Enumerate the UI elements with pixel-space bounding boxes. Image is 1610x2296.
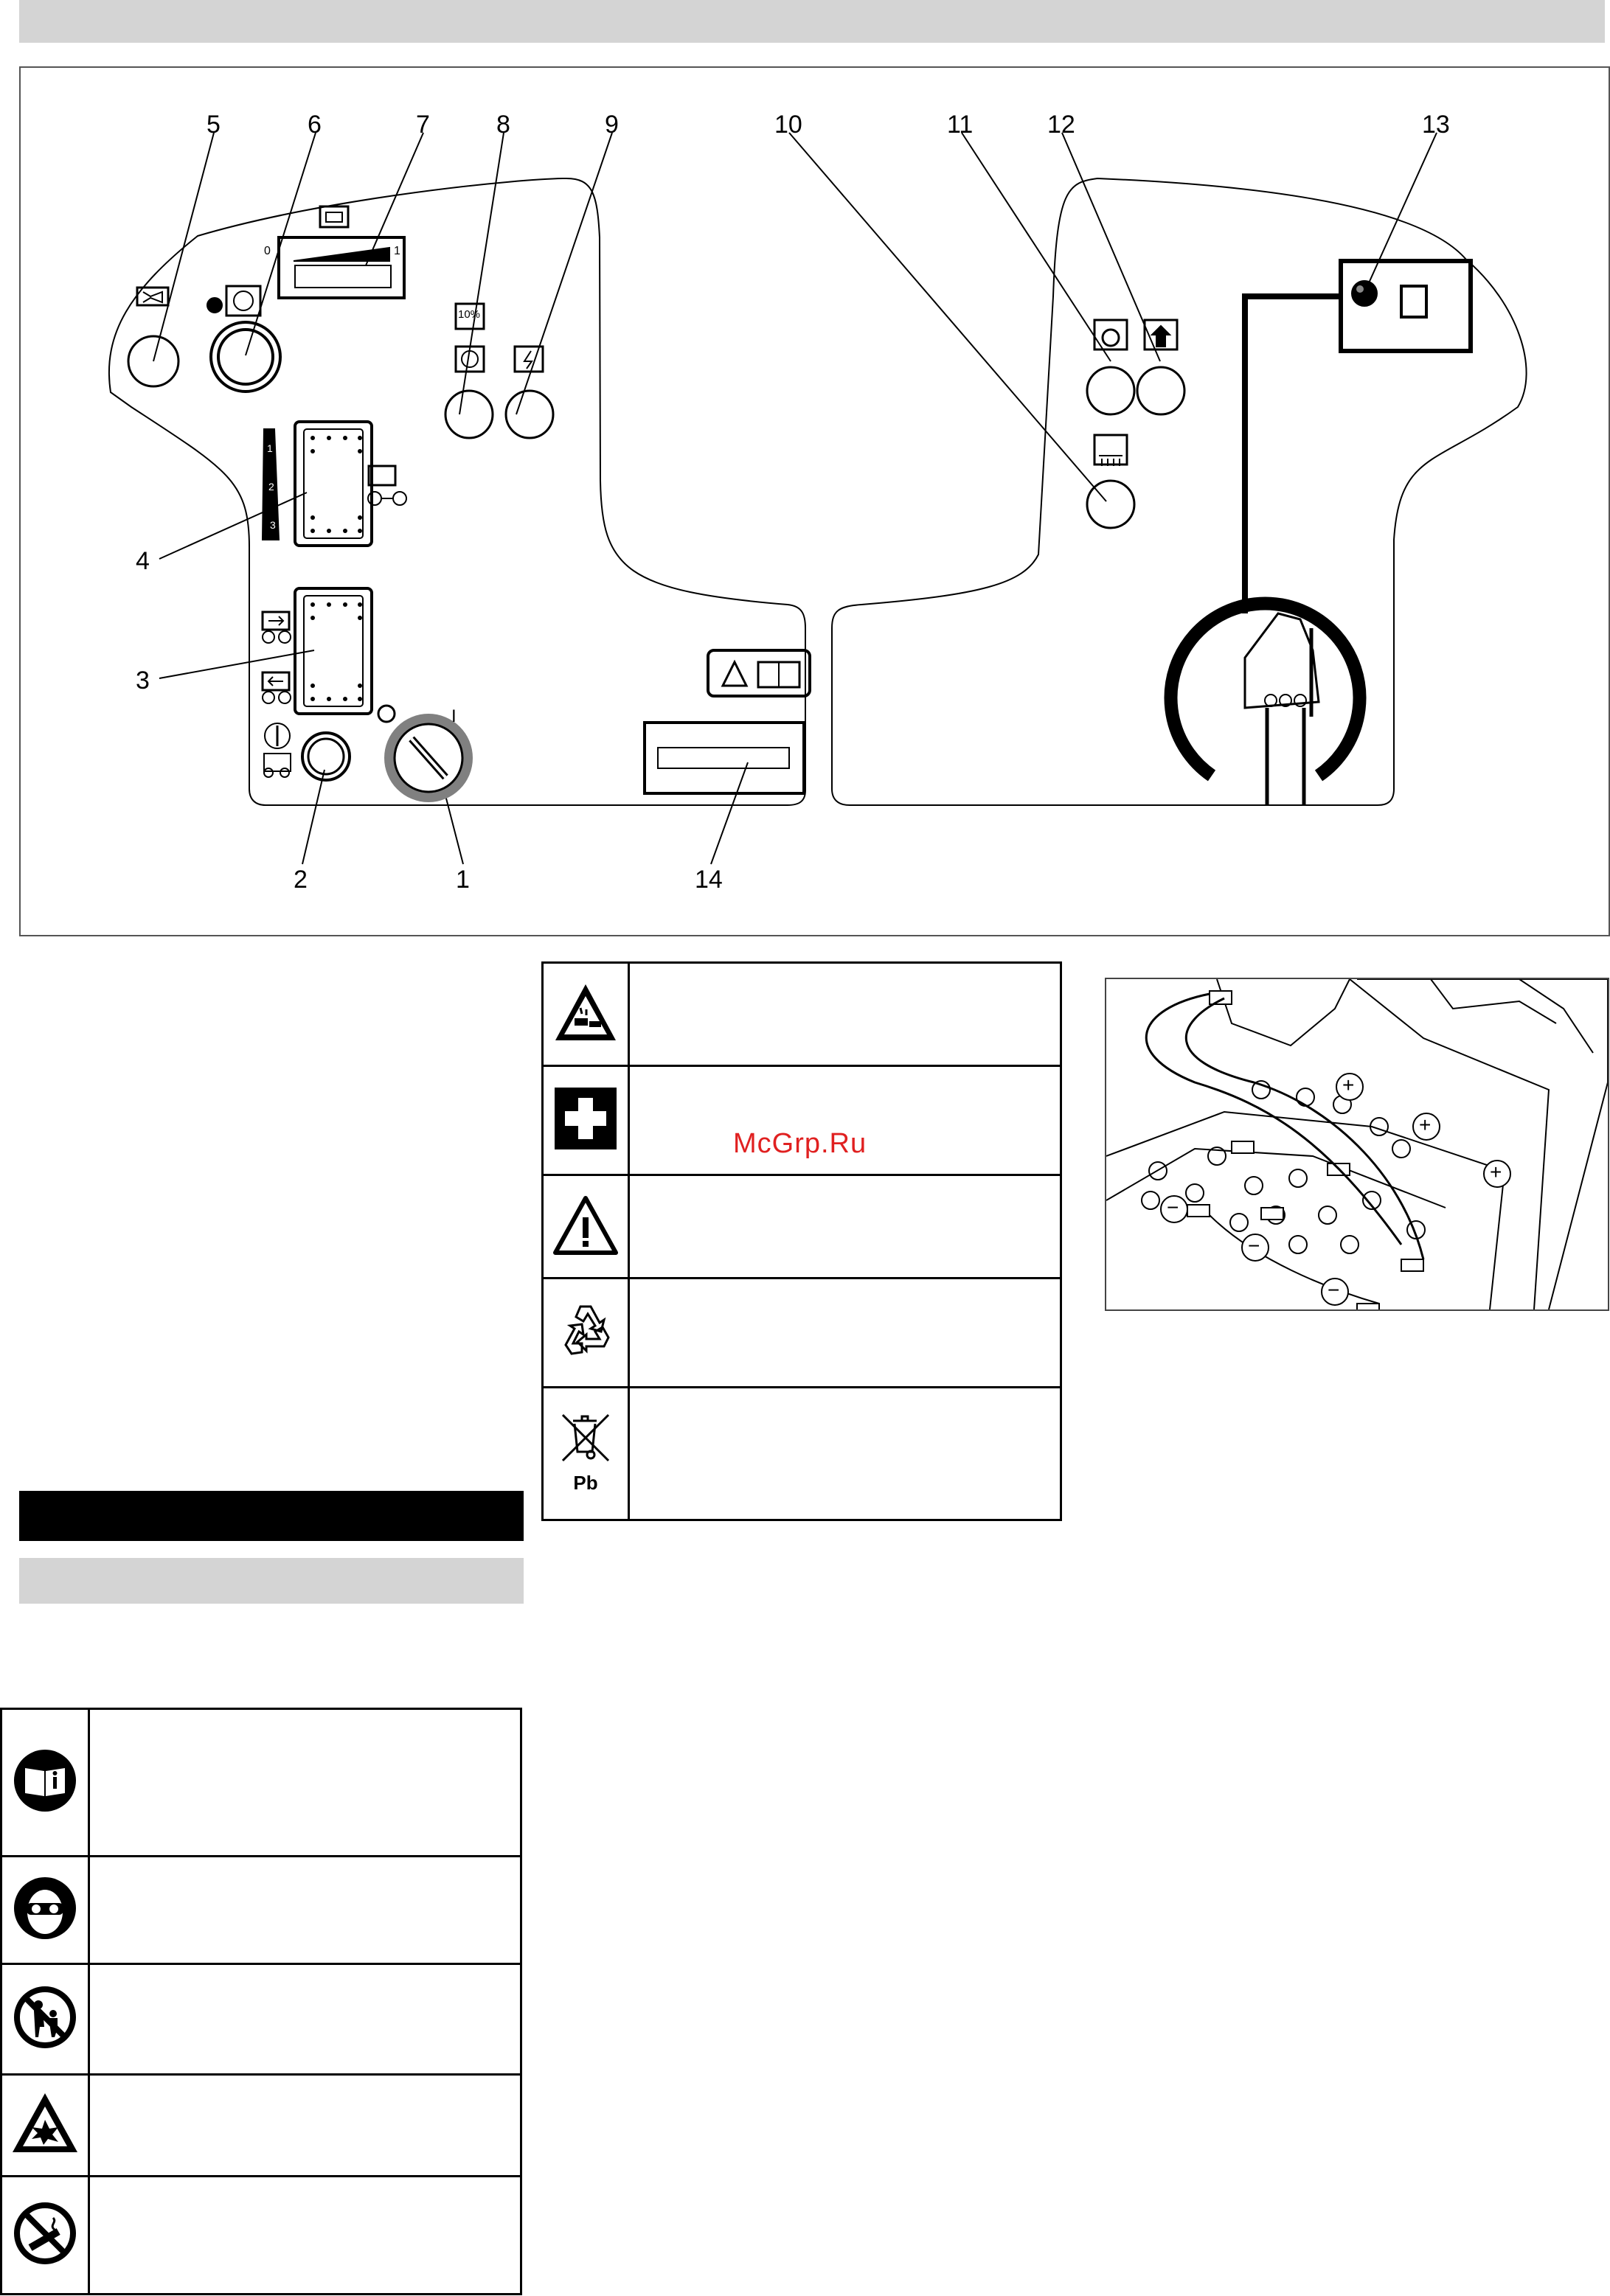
callout-11: 11: [947, 111, 974, 139]
description-cell: [89, 1857, 521, 1964]
right-symbol-table: [541, 961, 1062, 1521]
callout-4: 4: [136, 547, 150, 575]
left-symbol-table: [0, 1708, 522, 2295]
symbol-cell: [1, 2075, 89, 2177]
table-row: [543, 963, 1061, 1066]
subsection-heading-bar: [19, 1558, 524, 1604]
symbol-cell: [543, 1175, 629, 1279]
plus-marker: +: [1419, 1113, 1432, 1136]
minus-marker: −: [1248, 1234, 1260, 1257]
acid-hazard-icon: [552, 981, 619, 1043]
section-heading-bar: [19, 1491, 524, 1541]
description-cell: [89, 2177, 521, 2295]
gauge-max-label: 1: [394, 245, 400, 257]
speed-level-1: 1: [267, 442, 273, 454]
symbol-cell: [543, 1279, 629, 1388]
symbol-cell: [1, 1857, 89, 1964]
table-row: [1, 2075, 521, 2177]
header-bar: [19, 0, 1605, 43]
watermark-text: McGrp.Ru: [733, 1128, 867, 1159]
description-cell: [89, 1709, 521, 1857]
callout-6: 6: [308, 111, 322, 139]
warning-icon: [552, 1194, 619, 1256]
table-row: [1, 1964, 521, 2075]
callout-7: 7: [416, 111, 430, 139]
symbol-cell: [1, 2177, 89, 2295]
symbol-cell: [543, 963, 629, 1066]
description-cell: [629, 1175, 1061, 1279]
description-cell: [629, 963, 1061, 1066]
symbol-cell: [543, 1066, 629, 1175]
recycle-icon: [552, 1298, 619, 1364]
read-manual-icon: [12, 1747, 78, 1814]
description-cell: [89, 1964, 521, 2075]
callout-5: 5: [207, 111, 221, 139]
table-row: [543, 1175, 1061, 1279]
speed-level-3: 3: [270, 519, 276, 531]
callout-13: 13: [1422, 111, 1450, 139]
symbol-cell: [543, 1388, 629, 1520]
panel-drawing: [21, 68, 1609, 935]
speed-level-2: 2: [268, 481, 274, 493]
description-cell: [629, 1279, 1061, 1388]
plus-marker: +: [1490, 1161, 1502, 1183]
table-row: [543, 1279, 1061, 1388]
table-row: [543, 1388, 1061, 1520]
callout-12: 12: [1047, 111, 1075, 139]
callout-10: 10: [774, 111, 802, 139]
description-cell: [629, 1388, 1061, 1520]
pb-label: Pb: [573, 1471, 598, 1494]
keep-children-away-icon: [12, 1984, 78, 2050]
symbol-cell: [1, 1964, 89, 2075]
description-cell: [89, 2075, 521, 2177]
control-panel-diagram: [19, 66, 1610, 936]
battery-drawing: [1106, 979, 1608, 1309]
first-aid-icon: [553, 1086, 618, 1151]
key-on-label: I: [451, 706, 457, 726]
table-row: [1, 1857, 521, 1964]
crossed-bin-icon: [552, 1409, 619, 1475]
callout-9: 9: [605, 111, 619, 139]
minus-marker: −: [1328, 1279, 1340, 1301]
table-row: [1, 1709, 521, 1857]
callout-14: 14: [695, 866, 723, 894]
callout-1: 1: [456, 866, 470, 894]
percent-label: 10%: [458, 308, 481, 321]
symbol-cell: [1, 1709, 89, 1857]
table-row: [1, 2177, 521, 2295]
plus-marker: +: [1342, 1074, 1355, 1096]
callout-8: 8: [496, 111, 510, 139]
minus-marker: −: [1167, 1196, 1179, 1219]
gauge-min-label: 0: [264, 245, 271, 257]
callout-3: 3: [136, 667, 150, 695]
battery-connection-drawing: [1105, 978, 1609, 1311]
eye-protection-icon: [12, 1875, 78, 1941]
no-smoking-icon: [12, 2200, 78, 2267]
callout-2: 2: [294, 866, 308, 894]
explosion-hazard-icon: [10, 2090, 80, 2157]
